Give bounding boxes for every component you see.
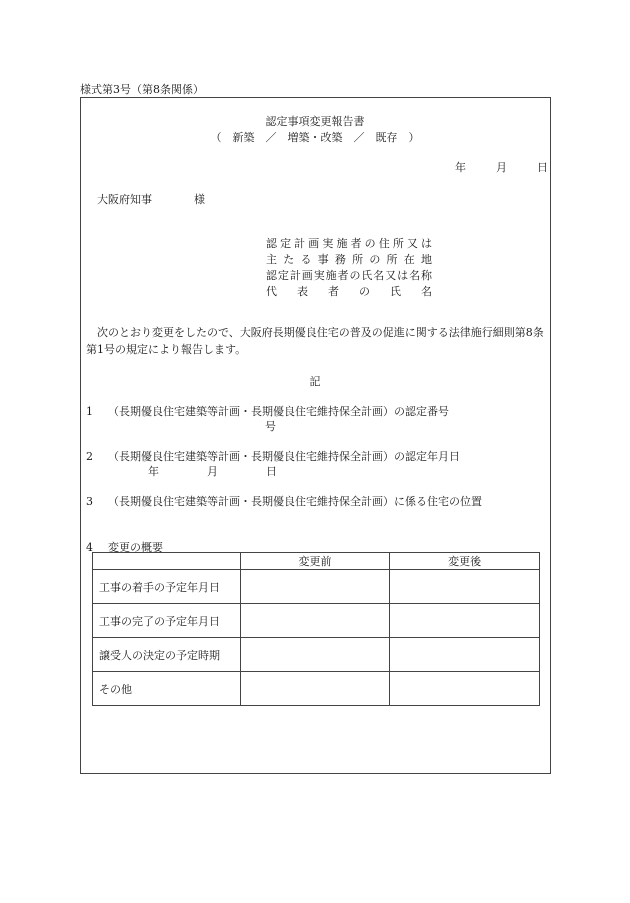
cell-after[interactable] (390, 570, 540, 604)
item-2-year: 年 (148, 465, 159, 478)
date-month: 月 (496, 161, 507, 174)
item-2-number: 2 (86, 450, 93, 463)
form-number-label: 様式第3号（第8条関係） (80, 83, 204, 96)
item-4-number: 4 (86, 541, 93, 554)
table-row (93, 638, 540, 672)
applicant-address-label: 認定計画実施者の住所又は (266, 237, 432, 250)
table-header-row (93, 553, 540, 570)
applicant-name-label: 認定計画実施者の氏名又は名称 (266, 269, 432, 282)
row-label-start-date: 工事の着手の予定年月日 (93, 570, 241, 604)
item-1-number: 1 (86, 405, 93, 418)
cell-after[interactable] (390, 604, 540, 638)
date-year: 年 (455, 161, 466, 174)
item-1-text: （長期優良住宅建築等計画・長期優良住宅維持保全計画）の認定番号 (108, 405, 449, 418)
cell-after[interactable] (390, 638, 540, 672)
date-line (455, 159, 548, 175)
cell-before[interactable] (240, 604, 390, 638)
date-day: 日 (537, 161, 548, 174)
addressee (97, 191, 205, 207)
document-title: 認定事項変更報告書 (265, 115, 365, 128)
table-header-after: 変更後 (390, 553, 540, 570)
cell-after[interactable] (390, 672, 540, 706)
table-row (93, 604, 540, 638)
item-2 (86, 448, 460, 464)
item-3 (86, 493, 482, 509)
table-header-blank (93, 553, 241, 570)
item-1-go: 号 (265, 420, 276, 433)
report-statement (86, 324, 544, 358)
table-row (93, 570, 540, 604)
representative-name-label: 代表者の氏名 (266, 285, 432, 298)
applicant-office-label: 主たる事務所の所在地 (266, 253, 432, 266)
item-4-text: 変更の概要 (108, 541, 163, 554)
cell-before[interactable] (240, 672, 390, 706)
item-2-day: 日 (266, 465, 277, 478)
table-row (93, 672, 540, 706)
cell-before[interactable] (240, 638, 390, 672)
row-label-other: その他 (93, 672, 241, 706)
change-summary-table (92, 552, 540, 706)
item-2-text: （長期優良住宅建築等計画・長期優良住宅維持保全計画）の認定年月日 (108, 450, 460, 463)
table-header-before: 変更前 (240, 553, 390, 570)
addressee-honorific: 様 (194, 193, 205, 206)
document-subtitle: （ 新築 ／ 増築・改築 ／ 既存 ） (210, 131, 420, 144)
addressee-name: 大阪府知事 (97, 193, 152, 206)
report-statement-text: 次のとおり変更をしたので、大阪府長期優良住宅の普及の促進に関する法律施行細則第8条第1号の規定により報告します。 (86, 326, 544, 356)
ki-heading: 記 (309, 375, 321, 388)
item-3-text: （長期優良住宅建築等計画・長期優良住宅維持保全計画）に係る住宅の位置 (108, 495, 482, 508)
row-label-completion-date: 工事の完了の予定年月日 (93, 604, 241, 638)
item-1 (86, 403, 449, 419)
cell-before[interactable] (240, 570, 390, 604)
row-label-transferee-decision: 譲受人の決定の予定時期 (93, 638, 241, 672)
item-2-month: 月 (207, 465, 218, 478)
item-3-number: 3 (86, 495, 93, 508)
